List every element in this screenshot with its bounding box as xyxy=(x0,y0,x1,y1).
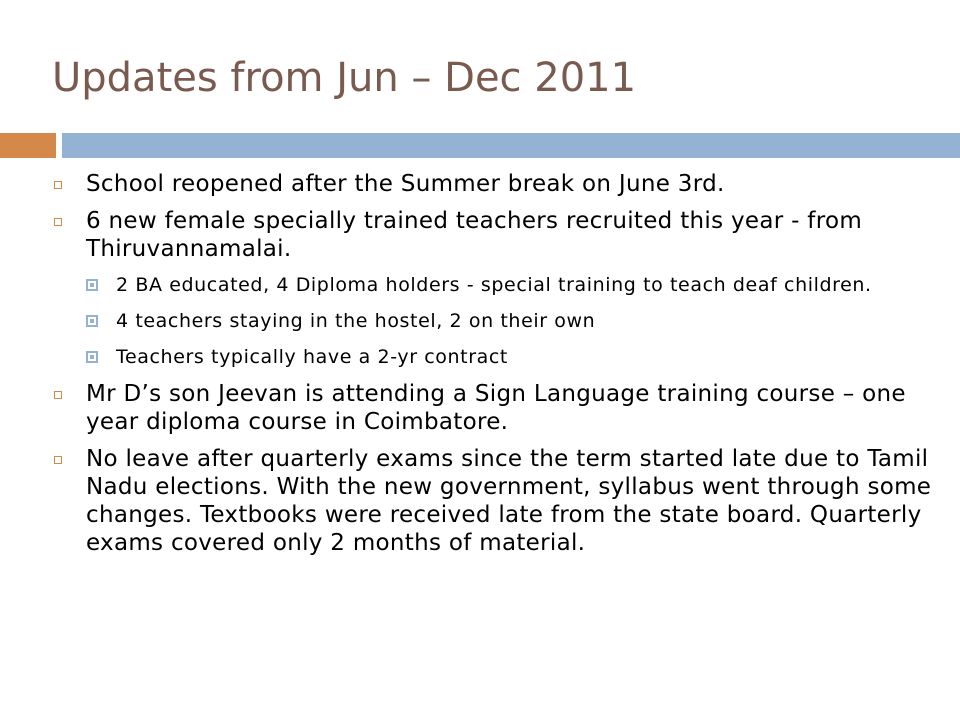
filled-square-bullet-icon xyxy=(86,315,98,327)
filled-square-bullet-icon xyxy=(86,351,98,363)
bullet-text: School reopened after the Summer break on June 3rd. xyxy=(86,171,725,197)
subbullet-text: Teachers typically have a 2-yr contract xyxy=(116,346,508,368)
bullet-item-reopen xyxy=(52,170,932,198)
square-bullet-icon xyxy=(54,456,62,464)
subbullet-text: 2 BA educated, 4 Diploma holders - special training to teach deaf children. xyxy=(116,274,872,296)
bullet-text: Mr D’s son Jeevan is attending a Sign Language training course – one year diploma course in Coimbatore. xyxy=(86,381,906,435)
bullet-list xyxy=(52,170,932,566)
square-bullet-icon xyxy=(54,218,62,226)
square-bullet-icon xyxy=(54,391,62,399)
subbullet-item-education xyxy=(86,272,932,298)
bullet-text: No leave after quarterly exams since the term started late due to Tamil Nadu elections. With the new government, syllabus went through some changes. Textbooks were received late from the state board. Quarterly exams covered only 2 months of material. xyxy=(86,446,932,556)
subbullet-item-hostel xyxy=(86,308,932,334)
accent-bar-orange xyxy=(0,133,56,158)
bullet-item-exams xyxy=(52,445,932,557)
square-bullet-icon xyxy=(54,181,62,189)
filled-square-bullet-icon xyxy=(86,279,98,291)
bullet-text: 6 new female specially trained teachers recruited this year - from Thiruvannamalai. xyxy=(86,208,863,262)
bullet-item-teachers xyxy=(52,207,932,263)
accent-bar-blue xyxy=(62,133,960,158)
slide-title: Updates from Jun – Dec 2011 xyxy=(52,55,637,101)
bullet-item-sign-language xyxy=(52,380,932,436)
subbullet-text: 4 teachers staying in the hostel, 2 on their own xyxy=(116,310,596,332)
subbullet-item-contract xyxy=(86,344,932,370)
